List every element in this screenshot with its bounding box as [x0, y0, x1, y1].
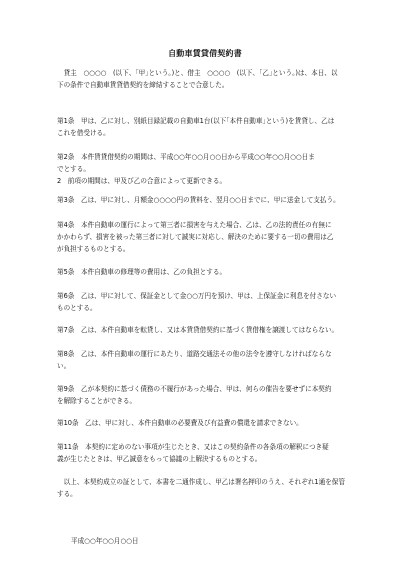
closing-line-1: 以上、本契約成立の証として、本書を二通作成し、甲乙は署名押印のうえ、それぞれ1通を保管 — [57, 478, 345, 486]
article-4 — [57, 219, 357, 255]
article-1-line-1: 第1条 甲は、乙に対し、別紙目録記載の自動車1台(以下｢本件自動車｣という)を賃貸し、乙は — [57, 117, 335, 125]
article-7 — [57, 324, 357, 336]
closing-statement — [57, 476, 357, 500]
article-11-line-1: 第11条 本契約に定めのない事項が生じたとき、又はこの契約条件の各条項の解釈につき疑 — [57, 443, 329, 451]
article-6-line-2: ものとする。 — [57, 304, 97, 312]
document-title: 自動車賃貸借契約書 — [168, 49, 242, 58]
article-9-line-2: を解除することができる。 — [57, 397, 137, 405]
article-2 — [57, 151, 357, 187]
contract-date: 平成○○年○○月○○日 — [71, 537, 139, 545]
article-2-line-2: でとする。 — [57, 165, 90, 173]
article-3-line-1: 第3条 乙は、甲に対し、月額金○○○○円の賃料を、翌月○○日までに、甲に送金して支払う。 — [57, 196, 340, 204]
closing-line-2: する。 — [57, 490, 77, 498]
article-8 — [57, 348, 357, 372]
article-10 — [57, 417, 357, 429]
preamble — [57, 67, 357, 91]
article-3 — [57, 194, 357, 206]
preamble-line-2: 下の条件で自動車賃貸借契約を締結することで合意した。 — [57, 81, 229, 89]
article-9 — [57, 383, 357, 407]
article-6 — [57, 290, 357, 314]
article-8-line-1: 第8条 乙は、本件自動車の運行にあたり、道路交通法その他の法令を遵守しなければならな — [57, 350, 332, 358]
article-11-line-2: 義が生じたときは、甲乙誠意をもって協議の上解決するものとする。 — [57, 455, 262, 463]
article-1-line-2: これを借受ける。 — [57, 129, 110, 137]
article-1 — [57, 115, 357, 139]
article-2-line-3: 2 前項の期間は、甲及び乙の合意によって更新できる。 — [57, 177, 227, 185]
article-8-line-2: い。 — [57, 362, 71, 370]
article-5 — [57, 266, 357, 278]
article-4-line-2: かかわらず、損害を被った第三者に対して誠実に対応し、解決のために要する一切の費用は乙 — [57, 233, 334, 241]
article-7-line-1: 第7条 乙は、本件自動車を転貸し、又は本賃貸借契約に基づく賃借権を譲渡してはならない。 — [57, 326, 339, 334]
article-2-line-1: 第2条 本件賃貸借契約の期間は、平成○○年○○月○○日から平成○○年○○月○○日ま — [57, 153, 315, 161]
article-9-line-1: 第9条 乙が本契約に基づく債務の不履行があった場合、甲は、何らの催告を要せずに本契約 — [57, 385, 332, 393]
article-5-line-1: 第5条 本件自動車の修理等の費用は、乙の負担とする。 — [57, 268, 227, 276]
article-4-line-3: が負担するものとする。 — [57, 245, 130, 253]
article-4-line-1: 第4条 本件自動車の運行によって第三者に損害を与えた場合、乙は、乙の法的責任の有無に — [57, 221, 332, 229]
article-11 — [57, 441, 357, 465]
article-6-line-1: 第6条 乙は、甲に対して、保証金として金○○万円を預け、甲は、上保証金に利息を付さない — [57, 292, 337, 300]
preamble-line-1: 貸主 ○○○○ (以下、｢甲｣という。)と、借主 ○○○○ (以下、｢乙｣という。)は、本日、以 — [57, 69, 338, 77]
article-10-line-1: 第10条 乙は、甲に対し、本件自動車の必要費及び有益費の償還を請求できない。 — [57, 419, 303, 427]
